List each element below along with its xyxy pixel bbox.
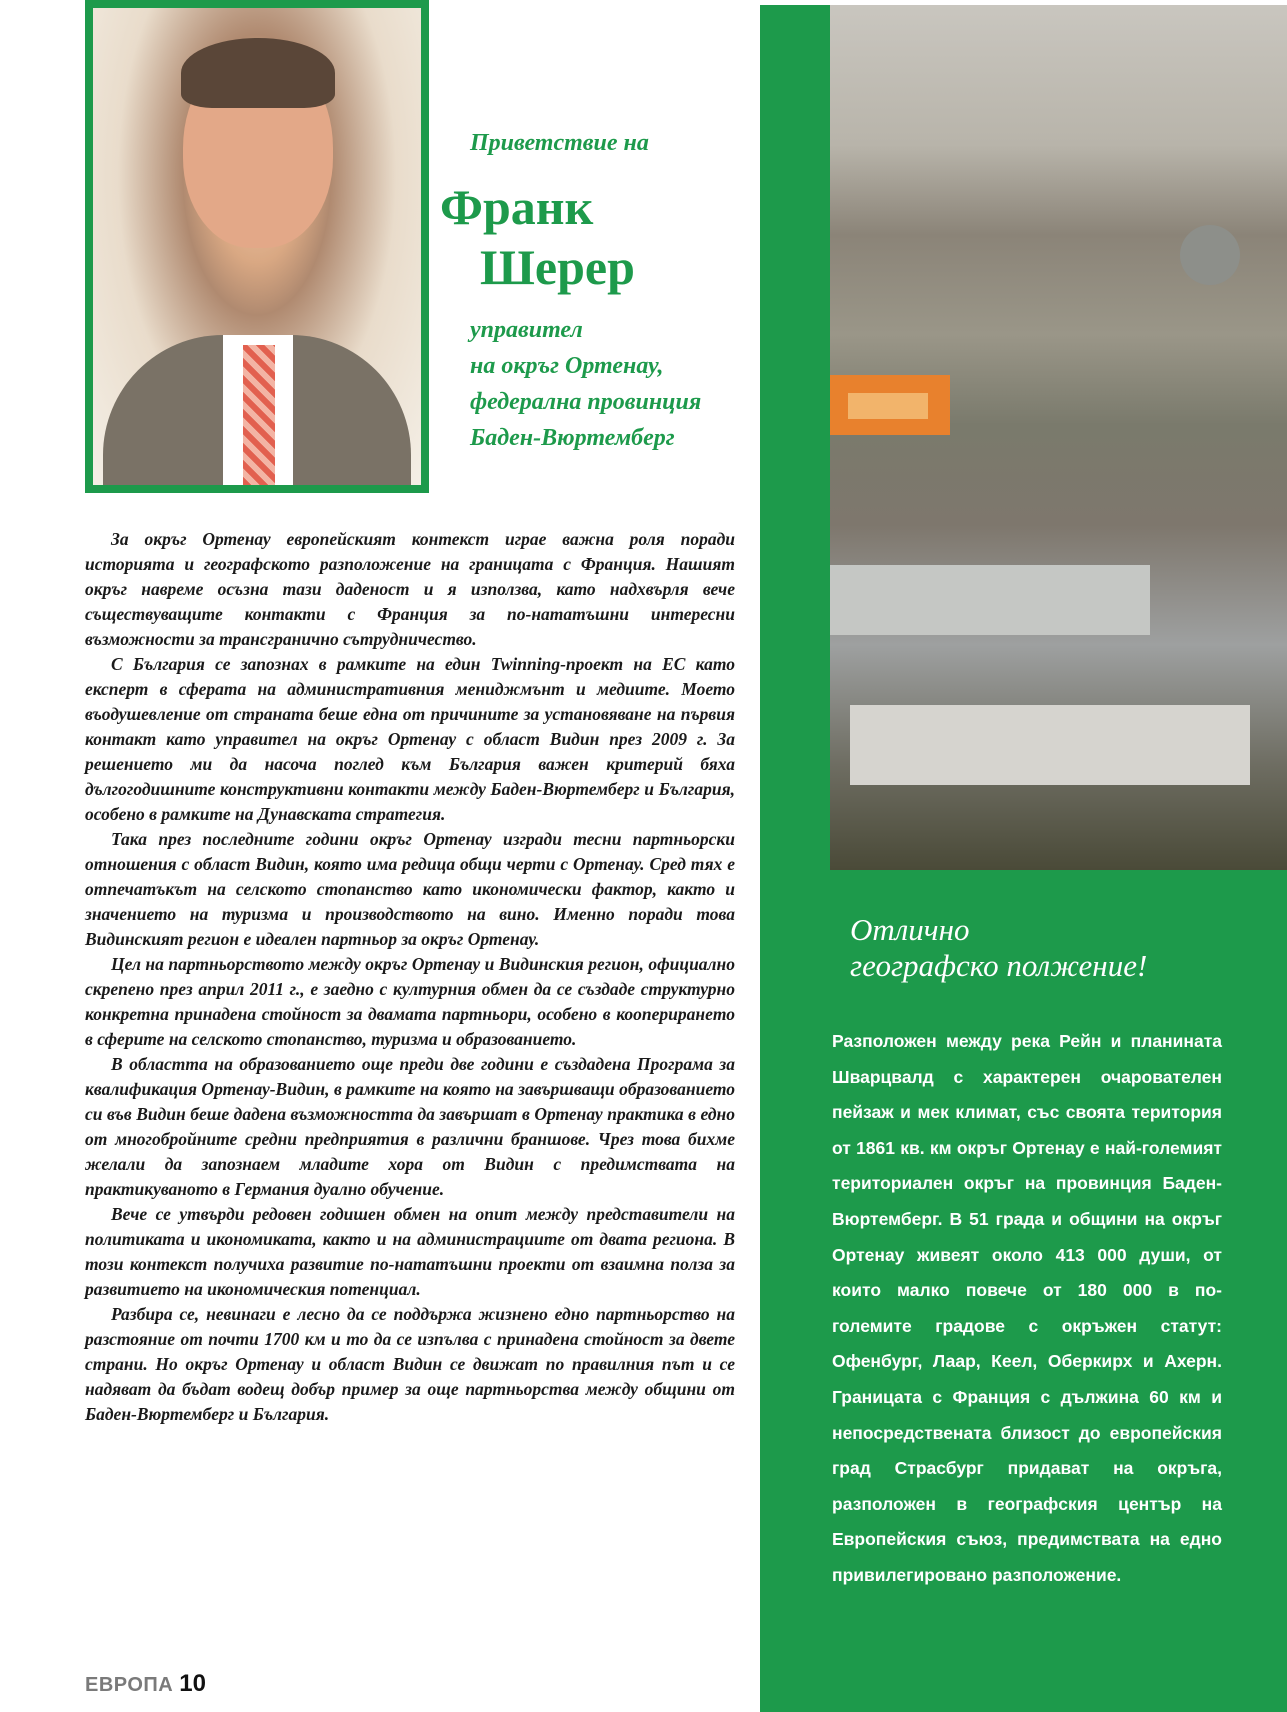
photo-dome (1180, 225, 1240, 285)
panel-title (850, 912, 1270, 984)
magazine-logo: ЕВРОПА (85, 1674, 174, 1696)
role-line: управител (470, 317, 583, 343)
photo-roof (850, 705, 1250, 785)
panel-title-line: географско полжение! (850, 948, 1148, 983)
article-paragraph: За окръг Ортенау европейският контекст играе важна роля поради историята и географското разположение на границата с Франция. Нашият окръг навреме осъзна тази даденост и я използва, като надхвърля вече съществуващите контакти с Франция за по-нататъшни интересни възможности за трансгранично сътрудничество. (85, 529, 735, 649)
article-paragraph: Вече се утвърди редовен годишен обмен на опит между представители на политиката и икономиката, както и на администрациите от двата региона. В този контекст получиха развитие по-нататъшни проекти от взаимна полза за развитието на икономическия потенциал. (85, 1204, 735, 1299)
portrait-photo (93, 8, 421, 485)
article-paragraph: В областта на образованието още преди две години е създадена Програма за квалификация Ортенау-Видин, в рамките на която на завършващи образованието си във Видин беше дадена възможността да завършат в Ортенау практика в едно от многобройните средни предприятия в различни браншове. Чрез това бихме желали да запознаем младите хора от Видин с предимствата на практикуваното в Германия дуално обучение. (85, 1054, 735, 1199)
page-number: 10 (179, 1670, 206, 1697)
article-body (85, 527, 735, 1427)
article-paragraph: Разбира се, невинаги е лесно да се поддържа жизнено едно партньорство на разстояние от почти 1700 км и то да се изпълва с принадена стойност за двете страни. Но окръг Ортенау и област Видин се движат по правилния път и се надяват да бъдат водещ добър пример за още партньорства между общини от Баден-Вюртемберг и България. (85, 1304, 735, 1424)
article-paragraph: Цел на партньорството между окръг Ортенау и Видинския регион, официално скрепено през април 2011 г., е заедно с културния обмен да се създаде структурно конкретна принадена стойност за двамата партньори, особено в коопериранeто в сферите на селското стопанство, туризма и образованието. (85, 954, 735, 1049)
portrait-hair (181, 38, 335, 108)
panel-text: Разположен между река Рейн и планината Шварцвалд с характерен очарователен пейзаж и мек климат, със своята територия от 1861 кв. км окръг Ортенау е най-големият териториален окръг на провинция Баден-Вюртемберг. В 51 града и общини на окръг Ортенау живеят около 413 000 души, от които малко повече от 180 000 в по-големите градове с окръжен статут: Офенбург, Лаар, Кеел, Оберкирх и Ахерн. Границата с Франция с дължина 60 км и непосредствената близост до европейския град Страсбург придават на окръга, разположен в географския център на Европейския съюз, предимствата на едно привилегировано разположение. (832, 1031, 1222, 1585)
author-last-name: Шерер (480, 239, 635, 295)
author-role (470, 312, 750, 456)
photo-building-sign (848, 393, 928, 419)
panel-title-line: Отлично (850, 912, 970, 947)
role-line: федерална провинция (470, 389, 702, 415)
article-paragraph: С България се запознах в рамките на един Twinning-проект на ЕС като експерт в сферата на административния мениджмънт и медиите. Моето въодушевление от страната беше една от причините за установяване на първия контакт като управител на окръг Ортенау с област Видин през 2009 г. За решението ми да насоча поглед към България важен критерий бяха дългогодишните конструктивни контакти между Баден-Вюртемберг и България, особено в рамките на Дунавската стратегия. (85, 654, 735, 824)
greeting-heading: Приветствие на (470, 130, 649, 156)
portrait-frame (85, 0, 429, 493)
portrait-tie (243, 345, 275, 485)
city-aerial-photo (830, 5, 1287, 870)
photo-roof (830, 565, 1150, 635)
page-footer (85, 1670, 206, 1698)
author-first-name: Франк (440, 179, 594, 235)
article-paragraph: Така през последните години окръг Ортенау изгради тесни партньорски отношения с област Видин, която има редица общи черти с Ортенау. Сред тях е отпечатъкът на селското стопанство като икономически фактор, както и значението на туризма и производството на вино. Именно поради това Видинският регион е идеален партньор за окръг Ортенау. (85, 829, 735, 949)
role-line: на окръг Ортенау, (470, 353, 664, 379)
role-line: Баден-Вюртемберг (470, 425, 675, 451)
